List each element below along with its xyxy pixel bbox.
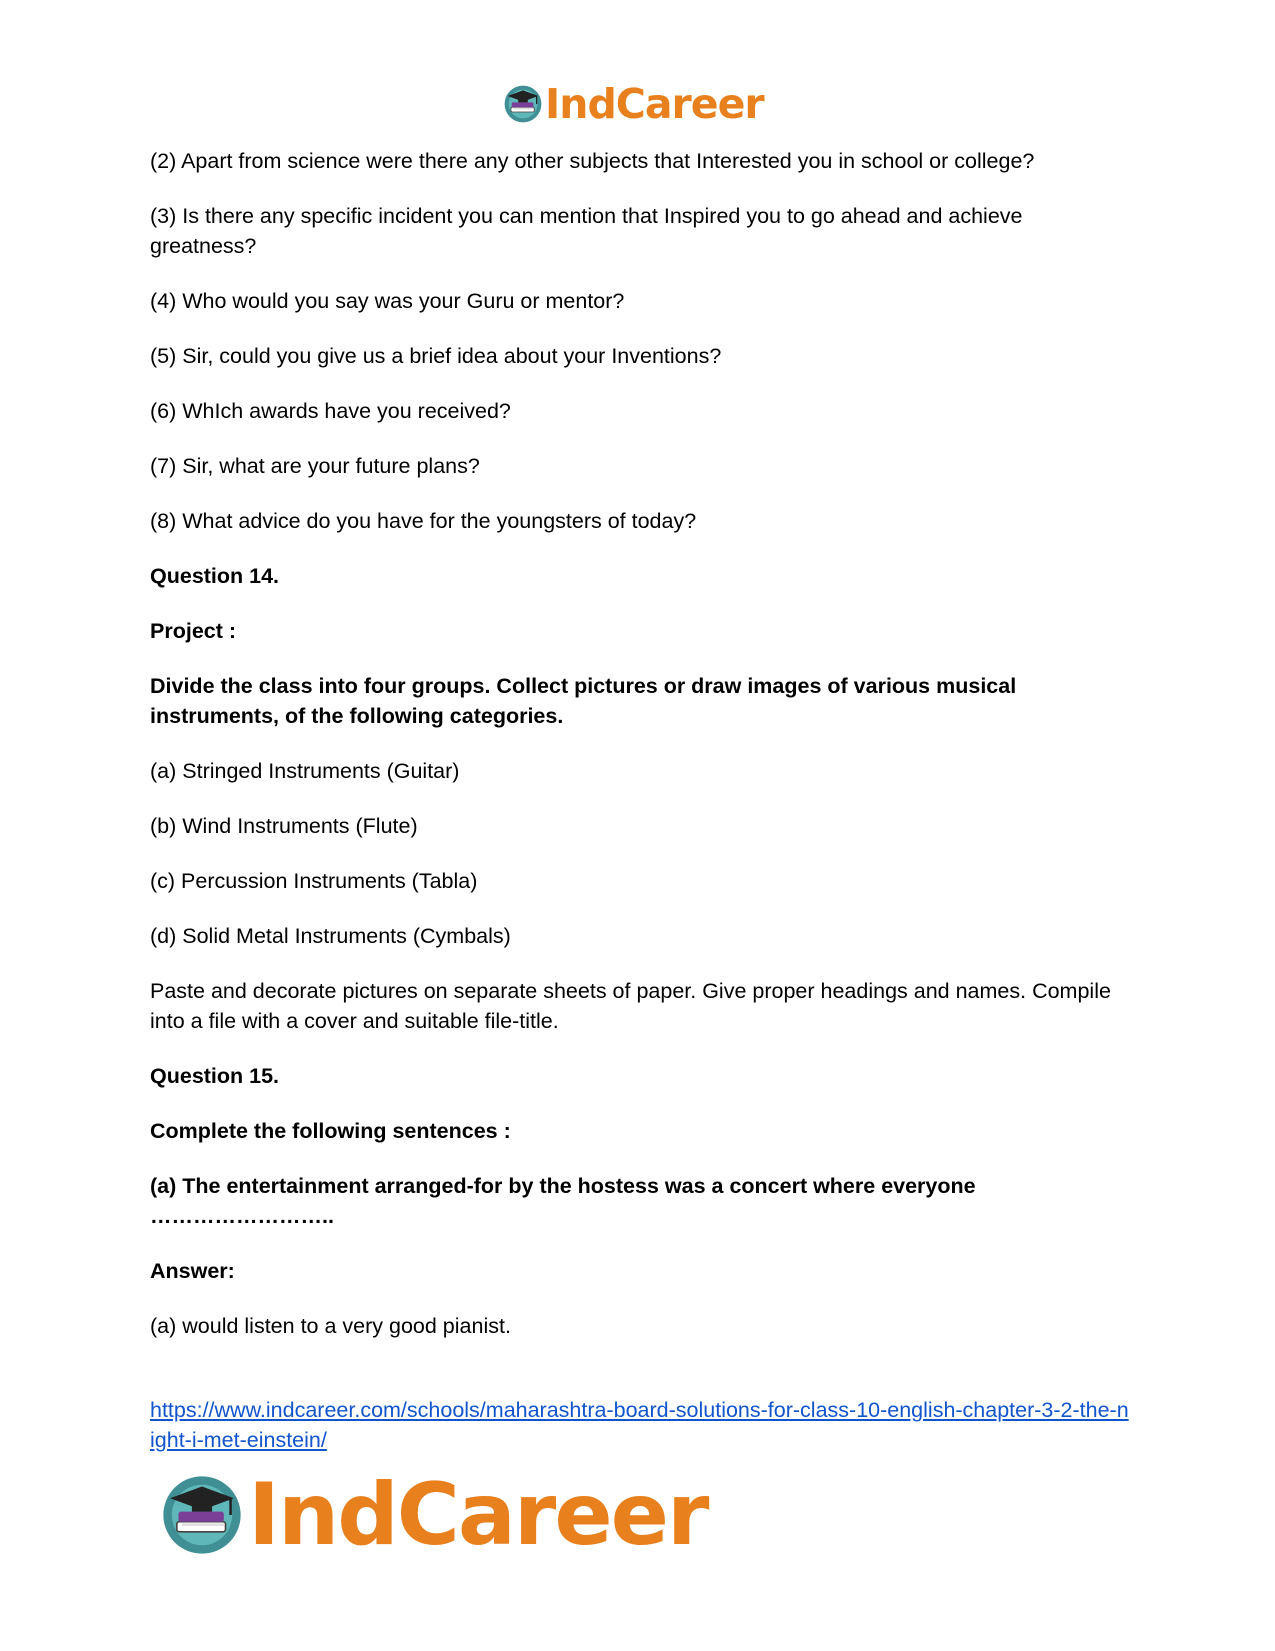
question-line-8: (8) What advice do you have for the youngsters of today?: [150, 509, 697, 533]
question-line-3: (3) Is there any specific incident you can mention that Inspired you to go ahead and achieve greatness?: [150, 204, 1029, 258]
footer-logo: [160, 1465, 707, 1565]
question-line-2: (2) Apart from science were there any other subjects that Interested you in school or college?: [150, 149, 1035, 173]
document-body: [150, 146, 1130, 1455]
logo-text: IndCareer: [545, 80, 764, 128]
project-label: Project :: [150, 619, 237, 643]
header-logo: [503, 80, 764, 128]
instrument-item-a: (a) Stringed Instruments (Guitar): [150, 759, 460, 783]
project-paste-instruction: Paste and decorate pictures on separate sheets of paper. Give proper headings and names. Compile into a file with a cover and suitable file-title.: [150, 979, 1117, 1033]
question-15-heading: Question 15.: [150, 1064, 280, 1088]
question-14-heading: Question 14.: [150, 564, 280, 588]
question-15-sentence-a: (a) The entertainment arranged-for by the hostess was a concert where everyone ……………………..: [150, 1174, 982, 1228]
question-line-4: (4) Who would you say was your Guru or mentor?: [150, 289, 625, 313]
graduation-books-icon: [160, 1473, 244, 1557]
answer-label: Answer:: [150, 1259, 235, 1283]
question-line-6: (6) WhIch awards have you received?: [150, 399, 511, 423]
logo-text: IndCareer: [248, 1465, 708, 1565]
question-line-5: (5) Sir, could you give us a brief idea about your Inventions?: [150, 344, 722, 368]
graduation-books-icon: [503, 84, 543, 124]
question-15-prompt: Complete the following sentences :: [150, 1119, 511, 1143]
project-instruction: Divide the class into four groups. Collect pictures or draw images of various musical instruments, of the following categories.: [150, 674, 1023, 728]
instrument-item-b: (b) Wind Instruments (Flute): [150, 814, 418, 838]
instrument-item-c: (c) Percussion Instruments (Tabla): [150, 869, 478, 893]
answer-a: (a) would listen to a very good pianist.: [150, 1314, 511, 1338]
source-link[interactable]: https://www.indcareer.com/schools/maharashtra-board-solutions-for-class-10-english-chapter-3-2-the-night-i-met-einstein/: [150, 1398, 1129, 1452]
question-line-7: (7) Sir, what are your future plans?: [150, 454, 480, 478]
instrument-item-d: (d) Solid Metal Instruments (Cymbals): [150, 924, 511, 948]
